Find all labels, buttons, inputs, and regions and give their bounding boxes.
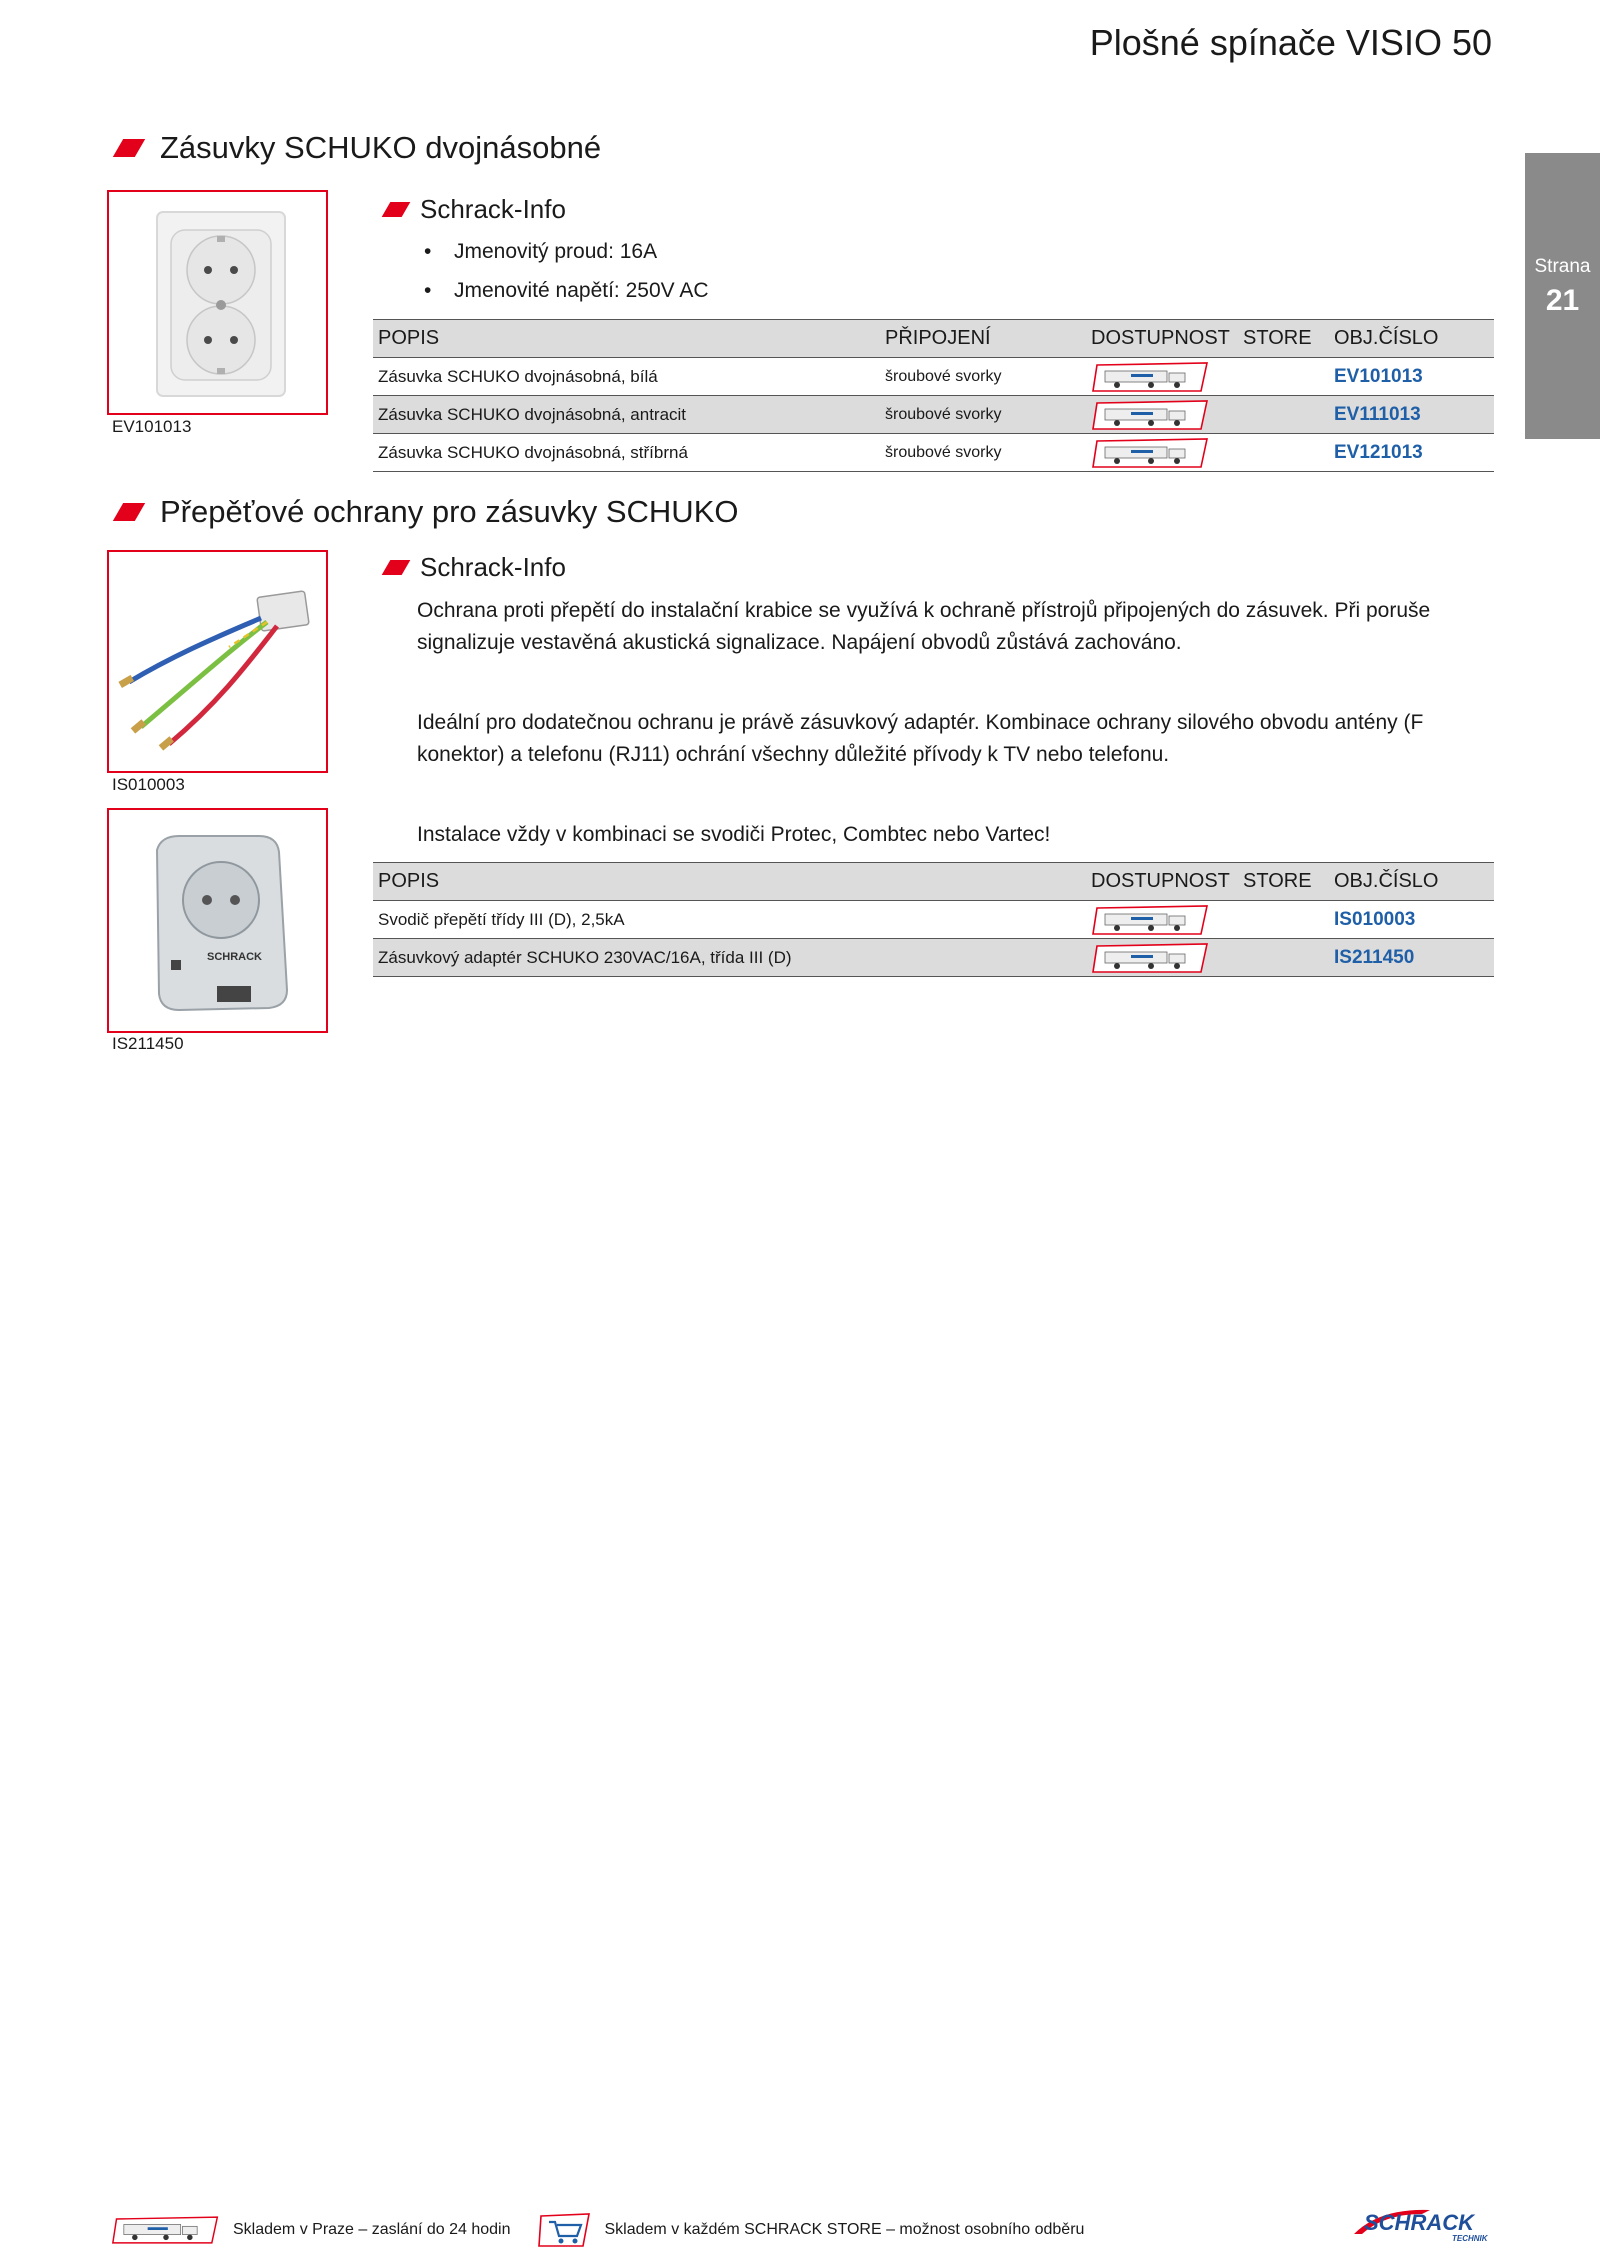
col-header-store: STORE xyxy=(1238,863,1329,901)
cell-pripojeni: šroubové svorky xyxy=(880,358,1086,396)
cell-order-code[interactable]: EV111013 xyxy=(1329,396,1494,434)
cell-dostupnost xyxy=(1086,434,1238,472)
info-paragraph: Instalace vždy v kombinaci se svodiči Protec, Combtec nebo Vartec! xyxy=(417,823,1051,846)
info-paragraph: Ochrana proti přepětí do instalační krabice se využívá k ochraně přístrojů připojených do zásuvek. Při poruše signalizuje vestavěná akustická signalizace. Napájení obvodů zůstává zachováno. xyxy=(417,599,1431,654)
image-caption: IS211450 xyxy=(112,1034,184,1053)
truck-icon xyxy=(1091,942,1211,974)
footer-legend xyxy=(111,2205,1500,2255)
socket-adapter-image xyxy=(109,810,326,1031)
legend-truck-text: Skladem v Praze – zaslání do 24 hodin xyxy=(233,2221,511,2238)
cell-store xyxy=(1238,939,1329,977)
schrack-info-heading xyxy=(382,194,566,225)
spec-item: • Jmenovitý proud: 16A xyxy=(424,238,709,277)
double-socket-image xyxy=(109,192,326,413)
truck-icon xyxy=(1091,904,1211,936)
cell-dostupnost xyxy=(1086,358,1238,396)
info-marker-icon xyxy=(382,560,411,575)
page-title: Plošné spínače VISIO 50 xyxy=(1089,22,1492,63)
cell-pripojeni: šroubové svorky xyxy=(880,434,1086,472)
col-header-dostupnost: DOSTUPNOST xyxy=(1086,863,1238,901)
col-header-obj-cislo: OBJ.ČÍSLO xyxy=(1329,863,1494,901)
table-row xyxy=(373,939,1494,977)
logo-text: SCHRACK xyxy=(1364,2210,1474,2235)
image-caption: EV101013 xyxy=(112,417,192,436)
svg-text:SCHRACK: SCHRACK xyxy=(207,951,262,963)
cell-store xyxy=(1238,358,1329,396)
table-row xyxy=(373,396,1494,434)
product-table-schuko xyxy=(373,319,1494,472)
cell-store xyxy=(1238,901,1329,939)
truck-icon xyxy=(1091,361,1211,393)
cell-dostupnost xyxy=(1086,939,1238,977)
logo-subtext: TECHNIK xyxy=(1452,2234,1488,2243)
col-header-popis: POPIS xyxy=(373,320,880,358)
cell-popis: Zásuvka SCHUKO dvojnásobná, bílá xyxy=(373,358,880,396)
col-header-store: STORE xyxy=(1238,320,1329,358)
section-marker-icon xyxy=(113,503,145,521)
cell-order-code[interactable]: EV121013 xyxy=(1329,434,1494,472)
image-caption: IS010003 xyxy=(112,775,185,794)
cell-popis: Zásuvka SCHUKO dvojnásobná, antracit xyxy=(373,396,880,434)
cell-order-code[interactable]: IS211450 xyxy=(1329,939,1494,977)
schrack-logo xyxy=(1350,2204,1500,2244)
info-marker-icon xyxy=(382,202,411,217)
truck-icon xyxy=(1091,399,1211,431)
table-row xyxy=(373,434,1494,472)
product-table-surge xyxy=(373,862,1494,977)
truck-icon xyxy=(1091,437,1211,469)
cell-popis: Svodič přepětí třídy III (D), 2,5kA xyxy=(373,901,1086,939)
legend-store-text: Skladem v každém SCHRACK STORE – možnost osobního odběru xyxy=(604,2221,1085,2238)
section-heading-text: Zásuvky SCHUKO dvojnásobné xyxy=(160,130,602,165)
cell-pripojeni: šroubové svorky xyxy=(880,396,1086,434)
col-header-pripojeni: PŘIPOJENÍ xyxy=(880,320,1086,358)
col-header-obj-cislo: OBJ.ČÍSLO xyxy=(1329,320,1494,358)
table-row xyxy=(373,901,1494,939)
spec-item: • Jmenovité napětí: 250V AC xyxy=(424,277,709,316)
cell-store xyxy=(1238,434,1329,472)
cell-popis: Zásuvka SCHUKO dvojnásobná, stříbrná xyxy=(373,434,880,472)
page-number: 21 xyxy=(1545,284,1580,317)
section-marker-icon xyxy=(113,139,145,157)
page-number-tab xyxy=(1525,153,1600,439)
cell-popis: Zásuvkový adaptér SCHUKO 230VAC/16A, třída III (D) xyxy=(373,939,1086,977)
product-image-frame-is211450 xyxy=(107,808,328,1033)
section-heading-text: Přepěťové ochrany pro zásuvky SCHUKO xyxy=(160,494,739,529)
table-row xyxy=(373,358,1494,396)
info-heading-text: Schrack-Info xyxy=(420,194,566,224)
product-image-frame-is010003 xyxy=(107,550,328,773)
cell-store xyxy=(1238,396,1329,434)
schrack-info-heading xyxy=(382,552,566,583)
spec-list xyxy=(424,238,709,316)
col-header-popis: POPIS xyxy=(373,863,1086,901)
surge-arrester-image xyxy=(109,552,326,771)
info-paragraph: Ideální pro dodatečnou ochranu je právě zásuvkový adaptér. Kombinace ochrany silového obvodu antény (F konektor) a telefonu (RJ11) ochrání všechny důležité přívody k TV nebo telefonu. xyxy=(417,711,1424,766)
col-header-dostupnost: DOSTUPNOST xyxy=(1086,320,1238,358)
section-heading-surge-protection xyxy=(112,494,738,530)
cell-dostupnost xyxy=(1086,901,1238,939)
page-tab-label: Strana xyxy=(1534,256,1591,277)
table-header-row xyxy=(373,863,1494,901)
cell-order-code[interactable]: IS010003 xyxy=(1329,901,1494,939)
table-header-row xyxy=(373,320,1494,358)
truck-icon xyxy=(111,2214,221,2246)
info-heading-text: Schrack-Info xyxy=(420,552,566,582)
cell-dostupnost xyxy=(1086,396,1238,434)
cell-order-code[interactable]: EV101013 xyxy=(1329,358,1494,396)
product-image-frame-ev101013 xyxy=(107,190,328,415)
section-heading-schuko-double xyxy=(112,130,601,166)
store-cart-icon xyxy=(537,2212,593,2248)
